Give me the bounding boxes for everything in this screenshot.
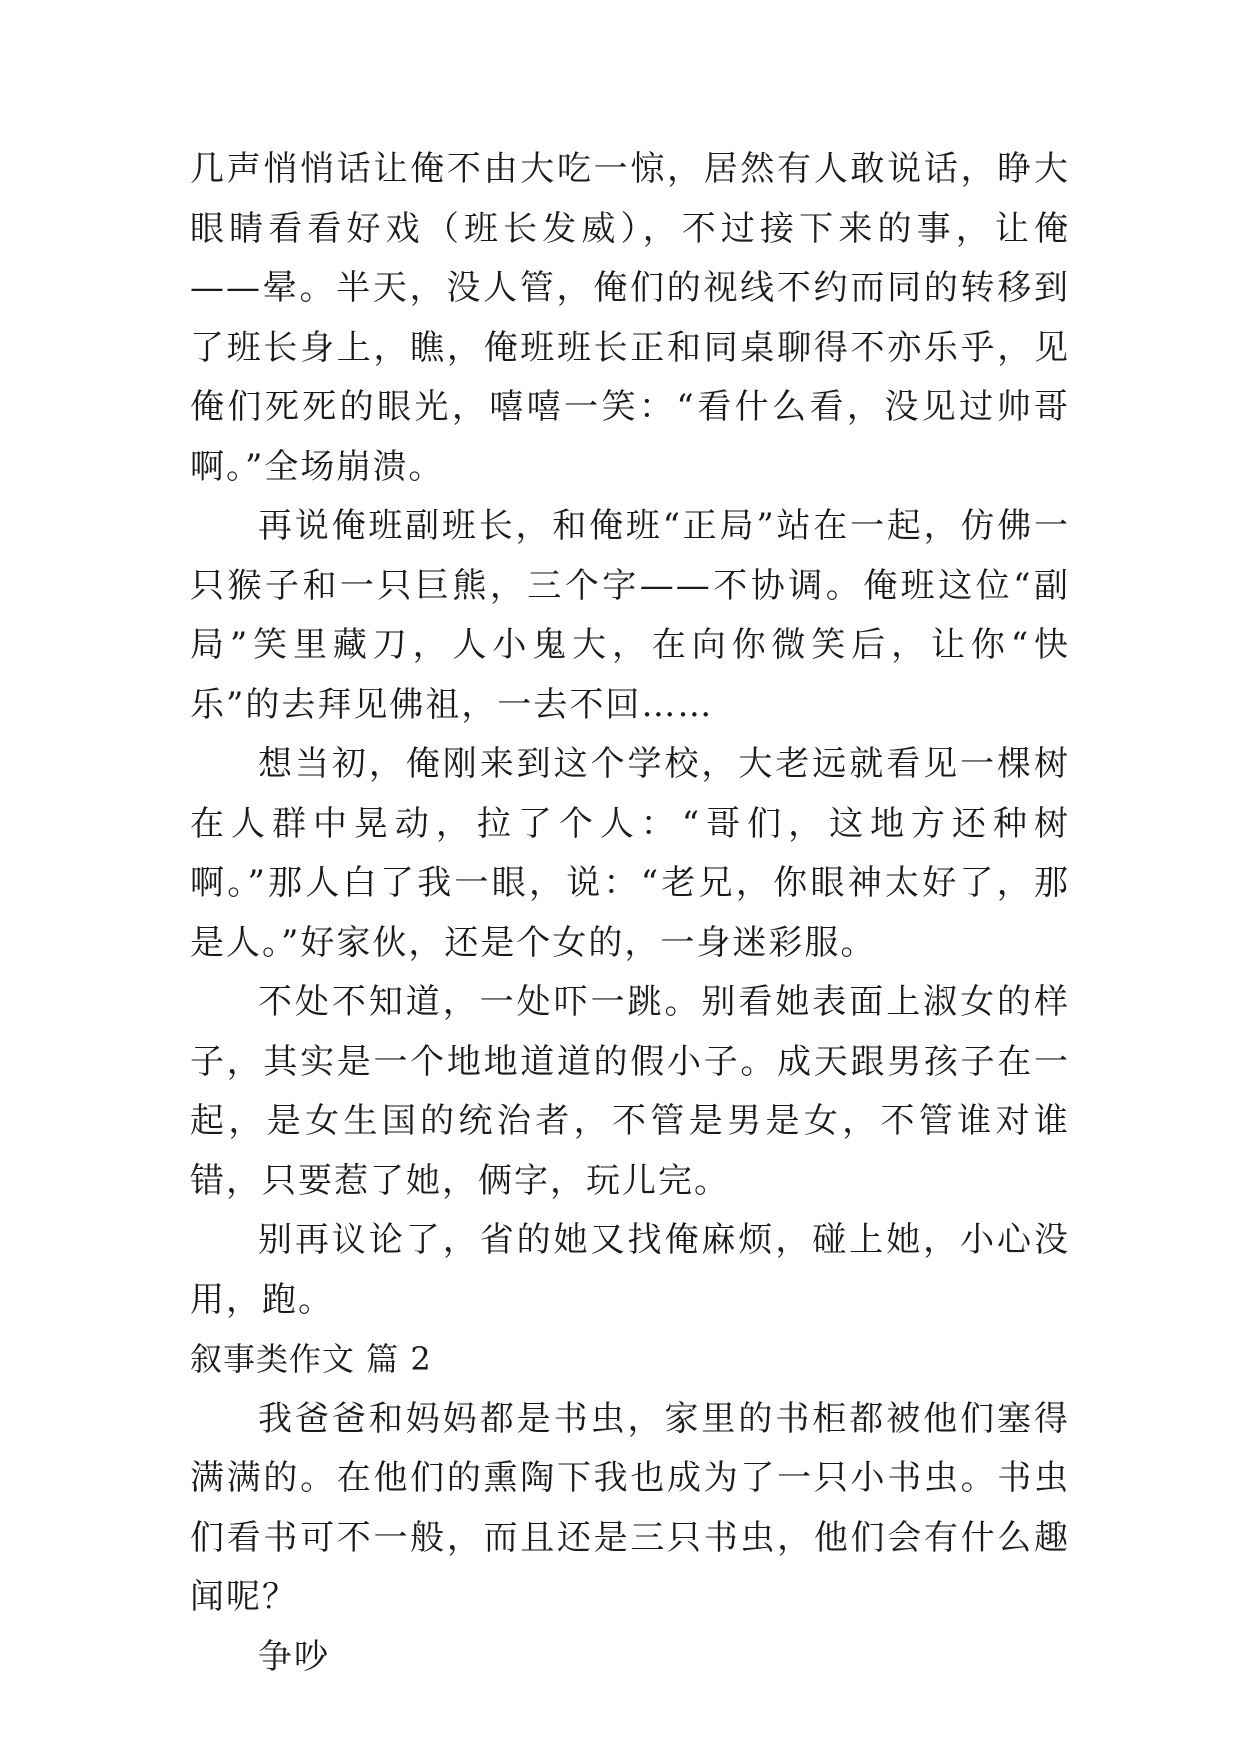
section-heading: 叙事类作文 篇 2 [190,1340,432,1378]
paragraph: 争吵 [258,1636,330,1677]
paragraph: 我爸爸和妈妈都是书虫，家里的书柜都被他们塞得满满的。在他们的熏陶下我也成为了一只小书虫。书虫们看书可不一般，而且还是三只书虫，他们会有什么趣闻呢？ [190,1398,1070,1617]
paragraph: 别再议论了，省的她又找俺麻烦，碰上她，小心没用，跑。 [190,1220,1070,1320]
paragraph: 想当初，俺刚来到这个学校，大老远就看见一棵树在人群中晃动，拉了个人：“哥们，这地方还种树啊。”那人白了我一眼，说：“老兄，你眼神太好了，那是人。”好家伙，还是个女的，一身迷彩服。 [190,744,1070,963]
paragraph: 不处不知道，一处吓一跳。别看她表面上淑女的样子，其实是一个地地道道的假小子。成天跟男孩子在一起，是女生国的统治者，不管是男是女，不管谁对谁错，只要惹了她，俩字，玩儿完。 [190,982,1070,1201]
paragraph: 再说俺班副班长，和俺班“正局”站在一起，仿佛一只猴子和一只巨熊，三个字——不协调。俺班这位“副局”笑里藏刀，人小鬼大，在向你微笑后，让你“快乐”的去拜见佛祖，一去不回…… [190,506,1070,725]
paragraph: 几声悄悄话让俺不由大吃一惊，居然有人敢说话，睁大眼睛看看好戏（班长发威），不过接下来的事，让俺——晕。半天，没人管，俺们的视线不约而同的转移到了班长身上，瞧，俺班班长正和同桌聊得不亦乐乎，见俺们死死的眼光，嘻嘻一笑：“看什么看，没见过帅哥啊。”全场崩溃。 [190,149,1070,487]
document-body [190,140,1070,1687]
